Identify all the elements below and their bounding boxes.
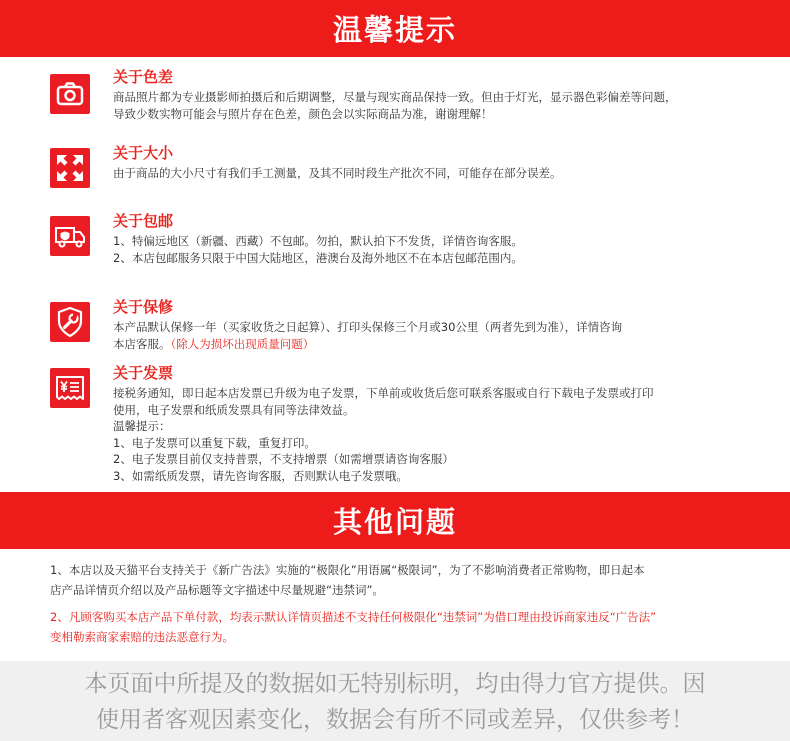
section-text-line: 温馨提示： (113, 419, 171, 433)
delivery-truck-icon (50, 216, 90, 256)
wrench-shield-icon (50, 302, 90, 342)
section-text-line: 商品照片都为专业摄影师拍摄后和后期调整，尽量与现实商品保持一致。但由于灯光，显示器色彩偏差等问题， (113, 90, 677, 104)
other-paragraph-2 (50, 607, 750, 647)
paragraph-line: 变相勒索商家索赔的违法恶意行为。 (50, 630, 234, 644)
section-text-line: 由于商品的大小尺寸有我们手工测量，及其不同时段生产批次不同，可能存在部分误差。 (113, 166, 562, 180)
section-title: 关于包邮 (113, 212, 174, 230)
section-title: 关于大小 (113, 144, 174, 162)
section-text-line: 3、如需纸质发票，请先咨询客服，否则默认电子发票哦。 (113, 468, 408, 483)
other-issues-title: 其他问题 (332, 505, 457, 539)
paragraph-line: 2、凡顾客购买本店产品下单付款，均表示默认详情页描述不支持任何极限化“违禁词”为借口理由投诉商家违反“广告法” (50, 610, 657, 624)
section-title: 关于保修 (113, 298, 174, 316)
section-text-line: 2、本店包邮服务只限于中国大陆地区，港澳台及海外地区不在本店包邮范围内。 (113, 250, 523, 265)
section-title: 关于发票 (113, 364, 174, 382)
section-title: 关于色差 (113, 68, 174, 86)
resize-arrows-icon (50, 148, 90, 188)
section-text-line: 本产品默认保修一年（买家收货之日起算）、打印头保修三个月或30公里（两者先到为准），详情咨询 (113, 320, 623, 334)
section-text-line: 接税务通知，即日起本店发票已升级为电子发票，下单前或收货后您可联系客服或自行下载电子发票或打印 (113, 386, 654, 400)
section-text-prefix: 本店客服。 (113, 336, 171, 351)
section-text-line: 2、电子发票目前仅支持普票，不支持增票（如需增票请咨询客服） (113, 452, 454, 466)
warranty-exclusion-note: （除人为损坏出现质量问题） (170, 336, 315, 351)
warm-tips-banner (0, 0, 790, 57)
camera-icon (50, 74, 90, 114)
warm-tips-title: 温馨提示 (332, 13, 457, 47)
footer-disclaimer (0, 661, 790, 741)
other-issues-body (50, 560, 750, 654)
section-text-line: 1、电子发票可以重复下载，重复打印。 (113, 435, 316, 450)
other-paragraph-1 (50, 560, 750, 600)
section-text-line: 导致少数实物可能会与照片存在色差，颜色会以实际商品为准，谢谢理解！ (113, 106, 493, 121)
section-text-line: 使用，电子发票和纸质发票具有同等法律效益。 (113, 402, 355, 417)
invoice-yuan-icon (50, 368, 90, 408)
paragraph-line: 1、本店以及天猫平台支持关于《新广告法》实施的“极限化”用语属“极限词”，为了不影响消费者正常购物，即日起本 (50, 563, 645, 577)
footer-line: 使用者客观因素变化，数据会有所不同或差异，仅供参考！ (96, 707, 694, 733)
section-text-line (113, 336, 763, 353)
other-issues-banner (0, 492, 790, 549)
footer-line: 本页面中所提及的数据如无特别标明，均由得力官方提供。因 (84, 671, 706, 697)
section-text-line: 1、特偏远地区（新疆、西藏）不包邮。勿拍，默认拍下不发货，详情咨询客服。 (113, 234, 523, 248)
paragraph-line: 店产品详情页介绍以及产品标题等文字描述中尽量规避“违禁词”。 (50, 583, 384, 597)
